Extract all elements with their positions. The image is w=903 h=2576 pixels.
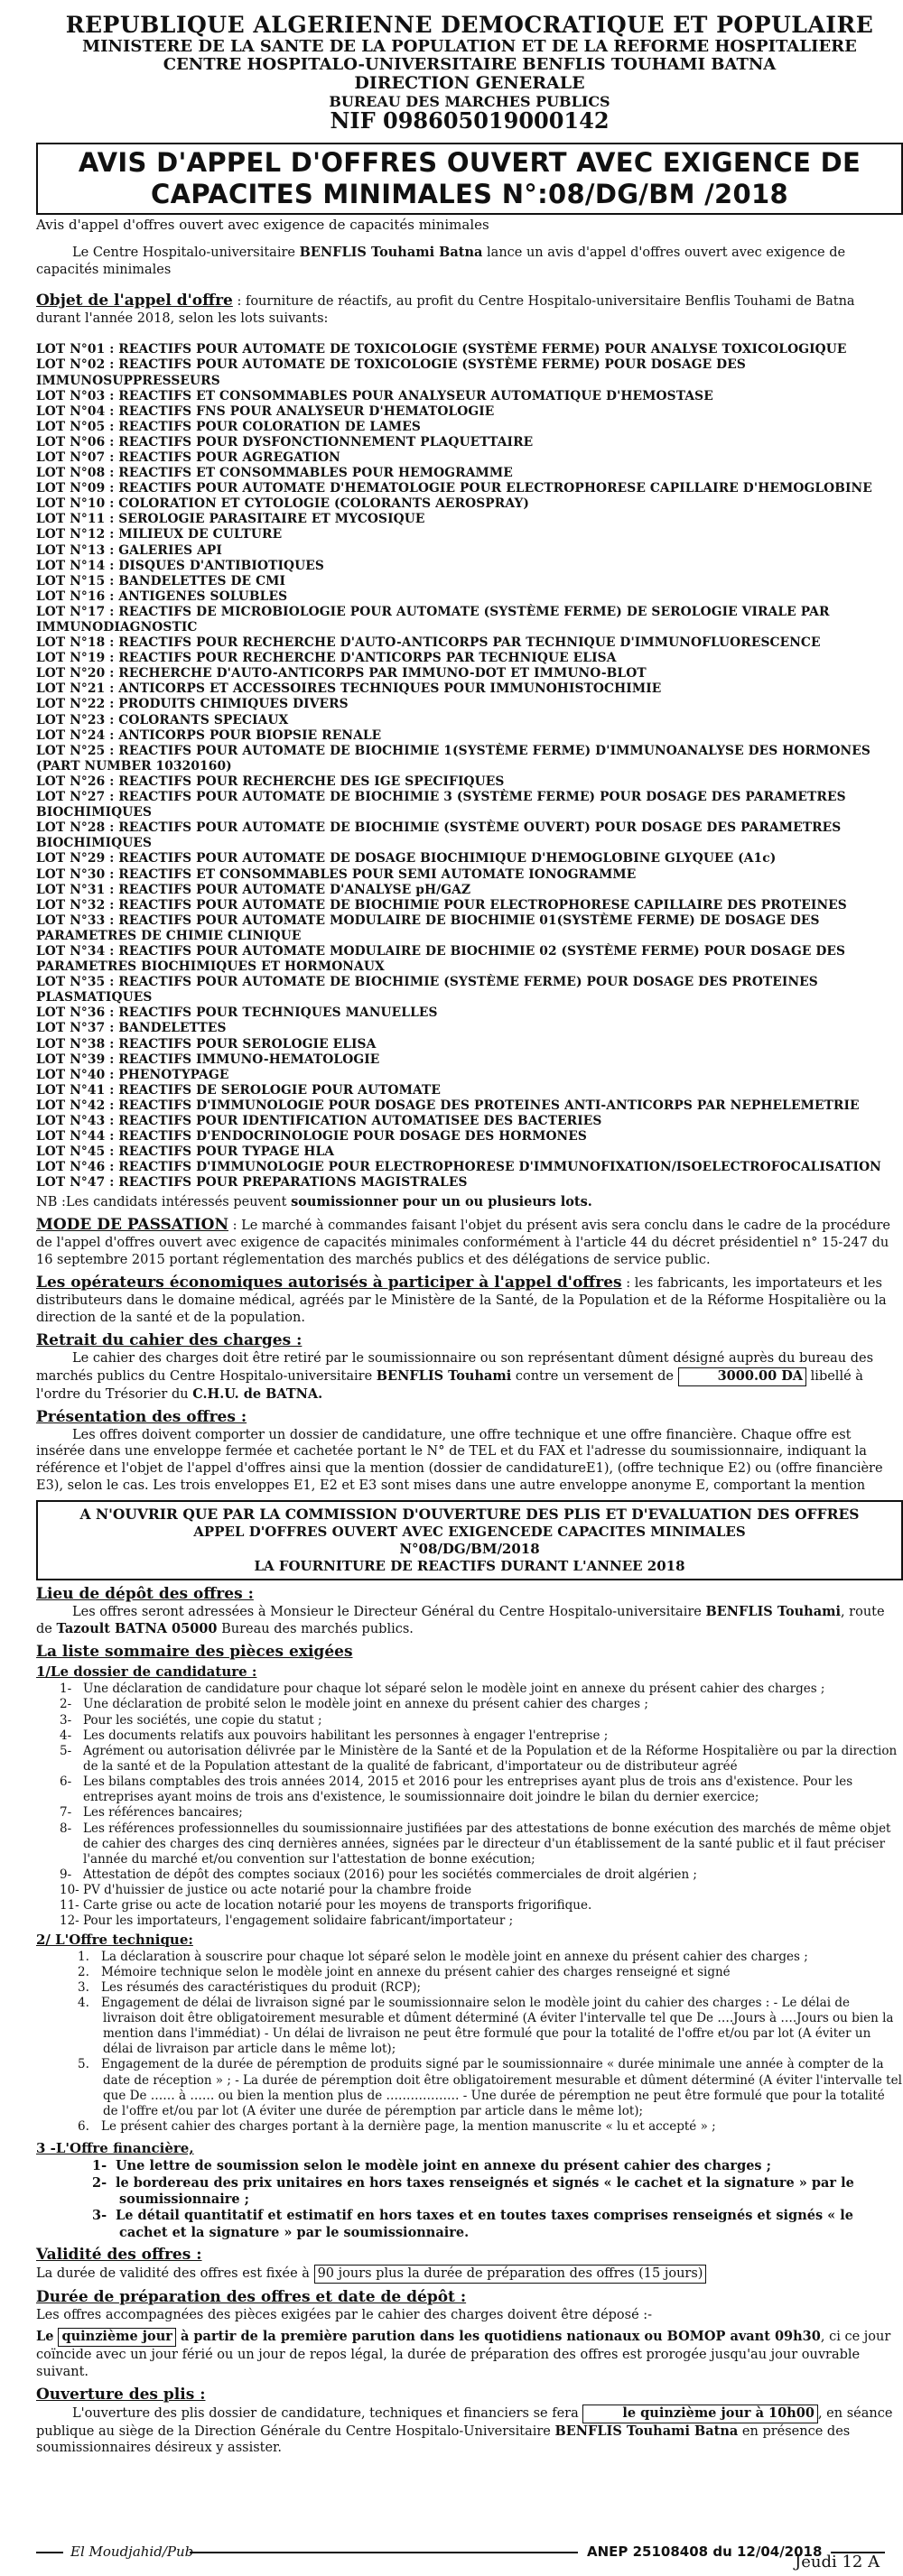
duree-le: Le xyxy=(36,2329,59,2345)
lot-item: LOT N°13 : GALERIES API xyxy=(36,542,222,558)
ouverture-hospital: BENFLIS Touhami Batna xyxy=(554,2423,739,2439)
lot-item: LOT N°28 : REACTIFS POUR AUTOMATE DE BIOCHIMIE (SYSTÈME OUVERT) POUR DOSAGE DES PARAMETRES BIOCHIMIQUES xyxy=(36,820,842,851)
ouverture-label: Ouverture des plis : xyxy=(36,2385,206,2404)
dossier-item-number: 8- xyxy=(60,1821,72,1836)
notice-title-line2: CAPACITES MINIMALES N°:08/DG/BM /2018 xyxy=(151,179,788,210)
dossier-item xyxy=(36,1697,903,1712)
lot-item: LOT N°11 : SEROLOGIE PARASITAIRE ET MYCOSIQUE xyxy=(36,512,425,527)
dossier-item-text: Une déclaration de probité selon le modèle joint en annexe du présent cahier des charges ; xyxy=(83,1697,648,1712)
lot-item: LOT N°18 : REACTIFS POUR RECHERCHE D'AUTO-ANTICORPS PAR TECHNIQUE D'IMMUNOFLUORESCENCE xyxy=(36,635,821,651)
dossier-item xyxy=(36,1728,903,1744)
dossier-item-text: PV d'huissier de justice ou acte notarié pour la chambre froide xyxy=(83,1883,472,1898)
duree-label: Durée de préparation des offres et date de dépôt : xyxy=(36,2288,467,2307)
lot-item: LOT N°42 : REACTIFS D'IMMUNOLOGIE POUR DOSAGE DES PROTEINES ANTI-ANTICORPS PAR NEPHELEMETRIE xyxy=(36,1098,860,1113)
footer-source: El Moudjahid/Pub xyxy=(70,2544,194,2560)
lieu-text: Les offres seront adressées à Monsieur le Directeur Général du Centre Hospitalo-universitaire xyxy=(72,1605,706,1620)
lieu-paragraph xyxy=(36,1604,903,1638)
lot-item: LOT N°22 : PRODUITS CHIMIQUES DIVERS xyxy=(36,697,349,712)
direction-heading: DIRECTION GENERALE xyxy=(354,73,585,94)
envelope-line1: A N'OUVRIR QUE PAR LA COMMISSION D'OUVERTURE DES PLIS ET D'EVALUATION DES OFFRES xyxy=(79,1505,860,1523)
fin-item xyxy=(36,2158,903,2174)
fin-item-text: Le détail quantitatif et estimatif en hors taxes et en toutes taxes comprises renseignés et signés « le cachet et la signature » par le soumissionnaire. xyxy=(116,2208,854,2240)
ouverture-date: le quinzième jour à 10h00 xyxy=(582,2405,818,2423)
validite-text: La durée de validité des offres est fixée à xyxy=(36,2266,314,2282)
presentation-heading xyxy=(36,1407,903,1427)
lot-item: LOT N°30 : REACTIFS ET CONSOMMABLES POUR SEMI AUTOMATE IONOGRAMME xyxy=(36,866,637,882)
ouverture-text: L'ouverture des plis dossier de candidature, techniques et financiers se fera xyxy=(72,2405,583,2421)
lot-item: LOT N°32 : REACTIFS POUR AUTOMATE DE BIOCHIMIE POUR ELECTROPHORESE CAPILLAIRE DES PROTEINES xyxy=(36,897,847,913)
envelope-line2: APPEL D'OFFRES OUVERT AVEC EXIGENCEDE CAPACITES MINIMALES xyxy=(193,1523,746,1540)
dossier-item xyxy=(36,1883,903,1898)
lot-item: LOT N°44 : REACTIFS D'ENDOCRINOLOGIE POUR DOSAGE DES HORMONES xyxy=(36,1129,587,1144)
lot-item: LOT N°37 : BANDELETTES xyxy=(36,1021,227,1036)
dossier-item-text: Les références bancaires; xyxy=(83,1805,243,1821)
liste-heading xyxy=(36,1642,903,1662)
dossier-item-number: 1- xyxy=(60,1682,72,1697)
retrait-text: Le cahier des charges doit être retiré par le soumissionnaire ou son représentant dûment désigné auprès du bureau des marchés publics du Centre Hospitalo-universitaire xyxy=(36,1350,874,1384)
dossier-item-number: 6- xyxy=(60,1774,72,1790)
retrait-paragraph xyxy=(36,1350,903,1404)
retrait-text-2: contre un versement de xyxy=(511,1368,678,1384)
dossier-item-text: Les documents relatifs aux pouvoirs habilitant les personnes à engager l'entreprise ; xyxy=(83,1728,609,1743)
lot-item: LOT N°40 : PHENOTYPAGE xyxy=(36,1067,229,1082)
dossier-item xyxy=(36,1898,903,1913)
tech-list xyxy=(36,1950,903,2136)
lot-item: LOT N°10 : COLORATION ET CYTOLOGIE (COLORANTS AEROSPRAY) xyxy=(36,496,530,512)
lot-item: LOT N°36 : REACTIFS POUR TECHNIQUES MANUELLES xyxy=(36,1005,438,1021)
dossier-item-number: 7- xyxy=(60,1805,72,1821)
ouverture-text-3: en présence des soumissionnaires désireux y assister. xyxy=(36,2423,851,2456)
lot-item: LOT N°05 : REACTIFS POUR COLORATION DE LAMES xyxy=(36,419,421,434)
dossier-item-text: Les références professionnelles du soumissionnaire justifiées par des attestations de bonne exécution des marchés de même objet de cahier des charges des cinq dernières années, signées par le directeur d'un établissement de la santé public et il faut préciser l'année du marché et/ou convention sur l'attestation de bonne exécution; xyxy=(83,1821,891,1867)
tech-item-text: Le présent cahier des charges portant à la dernière page, la mention manuscrite « lu et accepté » ; xyxy=(101,2119,716,2135)
dossier-item-text: Les bilans comptables des trois années 2014, 2015 et 2016 pour les entreprises ayant plus de trois ans d'existence. Pour les entreprises ayant moins de trois ans d'existence, le soumissionnaire doit joindre le bilan du dernier exercice; xyxy=(83,1774,853,1805)
dossier-item-number: 9- xyxy=(60,1867,72,1882)
lieu-text-3: Bureau des marchés publics. xyxy=(217,1622,414,1637)
tech-item-number: 1. xyxy=(78,1949,89,1964)
footer-anep: ANEP 25108408 du 12/04/2018 xyxy=(587,2544,823,2560)
dossier-item-text: Pour les importateurs, l'engagement solidaire fabricant/importateur ; xyxy=(83,1913,514,1929)
lot-item: LOT N°38 : REACTIFS POUR SEROLOGIE ELISA xyxy=(36,1036,377,1052)
ouverture-heading xyxy=(36,2385,903,2405)
nb-text: NB :Les candidats intéressés peuvent xyxy=(36,1195,292,1210)
tech-item xyxy=(36,2119,903,2135)
validite-paragraph xyxy=(36,2265,903,2284)
lot-item: LOT N°46 : REACTIFS D'IMMUNOLOGIE POUR ELECTROPHORESE D'IMMUNOFIXATION/ISOELECTROFOCALISATION xyxy=(36,1160,881,1175)
lot-item: LOT N°29 : REACTIFS POUR AUTOMATE DE DOSAGE BIOCHIMIQUE D'HEMOGLOBINE GLYQUEE (A1c) xyxy=(36,851,777,866)
mode-text: : Le marché à commandes faisant l'objet du présent avis sera conclu dans le cadre de la procédure de l'appel d'offres ouvert avec exigence de capacités minimales conformément à l'article 44 du décret présidentiel n° 15-247 du 16 septembre 2015 portant réglementation des marchés publics et des délégations de service public. xyxy=(36,1219,890,1268)
envelope-line3: N°08/DG/BM/2018 xyxy=(399,1541,540,1557)
footer-rule-middle xyxy=(190,2552,578,2553)
duree-paragraph-2 xyxy=(36,2328,903,2381)
fin-item-number: 3- xyxy=(92,2208,107,2224)
lot-item: LOT N°09 : REACTIFS POUR AUTOMATE D'HEMATOLOGIE POUR ELECTROPHORESE CAPILLAIRE D'HEMOGLOBINE xyxy=(36,481,872,496)
duree-paragraph-1: Les offres accompagnées des pièces exigées par le cahier des charges doivent être déposé :- xyxy=(36,2308,653,2323)
dossier-item-text: Attestation de dépôt des comptes sociaux (2016) pour les sociétés commerciales de droit algérien ; xyxy=(83,1867,697,1882)
lot-item: LOT N°20 : RECHERCHE D'AUTO-ANTICORPS PAR IMMUNO-DOT ET IMMUNO-BLOT xyxy=(36,666,647,681)
intro-paragraph xyxy=(36,245,903,279)
operateurs-text: : les fabricants, les importateurs et les distributeurs dans le domaine médical, agréés par le Ministère de la Santé, de la Population et de la Réforme Hospitalière ou la direction de la santé et de la population. xyxy=(36,1276,887,1326)
retrait-heading xyxy=(36,1330,903,1350)
footer xyxy=(36,2544,903,2571)
fin-item-text: le bordereau des prix unitaires en hors taxes renseignés et signés « le cachet et la signature » par le soumissionnaire ; xyxy=(116,2174,854,2207)
fin-label: 3 -L'Offre financière, xyxy=(36,2140,194,2157)
dossier-item xyxy=(36,1805,903,1821)
validite-heading xyxy=(36,2245,903,2265)
hospital-heading: CENTRE HOSPITALO-UNIVERSITAIRE BENFLIS TOUHAMI BATNA xyxy=(163,55,777,75)
fin-item-number: 2- xyxy=(92,2174,107,2191)
lot-item: LOT N°03 : REACTIFS ET CONSOMMABLES POUR ANALYSEUR AUTOMATIQUE D'HEMOSTASE xyxy=(36,388,713,403)
ouverture-paragraph xyxy=(36,2405,903,2458)
lot-item: LOT N°33 : REACTIFS POUR AUTOMATE MODULAIRE DE BIOCHIMIE 01(SYSTÈME FERME) DE DOSAGE DES PARAMETRES DE CHIMIE CLINIQUE xyxy=(36,913,820,943)
mode-paragraph xyxy=(36,1215,903,1269)
dossier-item xyxy=(36,1913,903,1929)
lot-item: LOT N°25 : REACTIFS POUR AUTOMATE DE BIOCHIMIE 1(SYSTÈME FERME) D'IMMUNOANALYSE DES HORMONES (PART NUMBER 10320160) xyxy=(36,743,870,774)
tech-label: 2/ L'Offre technique: xyxy=(36,1931,193,1948)
fin-item xyxy=(36,2208,903,2241)
dossier-item-number: 3- xyxy=(60,1712,72,1728)
notice-title xyxy=(36,143,903,215)
fin-list xyxy=(36,2158,903,2241)
lot-item: LOT N°45 : REACTIFS POUR TYPAGE HLA xyxy=(36,1144,335,1160)
envelope-line4: LA FOURNITURE DE REACTIFS DURANT L'ANNEE 2018 xyxy=(254,1558,685,1575)
retrait-hospital: BENFLIS Touhami xyxy=(376,1367,512,1384)
tech-item xyxy=(36,1950,903,1965)
notice-title-line1: AVIS D'APPEL D'OFFRES OUVERT AVEC EXIGENCE DE xyxy=(78,147,861,179)
lot-item: LOT N°21 : ANTICORPS ET ACCESSOIRES TECHNIQUES POUR IMMUNOHISTOCHIMIE xyxy=(36,681,662,697)
lot-item: LOT N°31 : REACTIFS POUR AUTOMATE D'ANALYSE pH/GAZ xyxy=(36,882,471,897)
lot-item: LOT N°07 : REACTIFS POUR AGREGATION xyxy=(36,449,340,465)
lot-item: LOT N°19 : REACTIFS POUR RECHERCHE D'ANTICORPS PAR TECHNIQUE ELISA xyxy=(36,651,617,666)
lot-item: LOT N°16 : ANTIGENES SOLUBLES xyxy=(36,588,288,604)
lot-item: LOT N°27 : REACTIFS POUR AUTOMATE DE BIOCHIMIE 3 (SYSTÈME FERME) POUR DOSAGE DES PARAMETRES BIOCHIMIQUES xyxy=(36,790,846,820)
tech-item-number: 2. xyxy=(78,1964,89,1979)
envelope-mention-box xyxy=(36,1500,903,1580)
dossier-list xyxy=(36,1682,903,1929)
dossier-item xyxy=(36,1821,903,1867)
dossier-item-text: Une déclaration de candidature pour chaque lot séparé selon le modèle joint en annexe du présent cahier des charges ; xyxy=(83,1682,825,1697)
tech-item xyxy=(36,1965,903,1980)
fin-item-number: 1- xyxy=(92,2158,107,2174)
lot-item: LOT N°06 : REACTIFS POUR DYSFONCTIONNEMENT PLAQUETTAIRE xyxy=(36,434,534,449)
tech-item-text: La déclaration à souscrire pour chaque lot séparé selon le modèle joint en annexe du présent cahier des charges ; xyxy=(101,1949,808,1964)
objet-paragraph xyxy=(36,291,903,328)
footer-rule-left xyxy=(36,2552,63,2553)
tech-item-number: 6. xyxy=(78,2119,89,2135)
lots-list xyxy=(36,342,903,1191)
retrait-treasurer: C.H.U. de BATNA. xyxy=(192,1385,323,1402)
lot-item: LOT N°14 : DISQUES D'ANTIBIOTIQUES xyxy=(36,558,324,573)
bureau-heading: BUREAU DES MARCHES PUBLICS xyxy=(329,92,610,110)
lot-item: LOT N°23 : COLORANTS SPECIAUX xyxy=(36,712,289,727)
ouverture-text-2: , en séance publique au siège de la Direction Générale du Centre Hospitalo-Universitaire xyxy=(36,2405,893,2439)
lieu-address: Tazoult BATNA 05000 xyxy=(56,1621,218,1637)
dossier-item xyxy=(36,1682,903,1697)
tech-item-number: 5. xyxy=(78,2057,89,2072)
lot-item: LOT N°02 : REACTIFS POUR AUTOMATE DE TOXICOLOGIE (SYSTÈME FERME) POUR DOSAGE DES IMMUNOSUPPRESSEURS xyxy=(36,357,746,388)
lot-item: LOT N°17 : REACTIFS DE MICROBIOLOGIE POUR AUTOMATE (SYSTÈME FERME) DE SEROLOGIE VIRALE PAR IMMUNODIAGNOSTIC xyxy=(36,604,830,635)
presentation-label: Présentation des offres : xyxy=(36,1407,247,1426)
document-page xyxy=(36,13,903,2576)
lot-item: LOT N°47 : REACTIFS POUR PREPARATIONS MAGISTRALES xyxy=(36,1175,468,1191)
mode-label: MODE DE PASSATION xyxy=(36,1216,228,1235)
lot-item: LOT N°41 : REACTIFS DE SEROLOGIE POUR AUTOMATE xyxy=(36,1082,441,1098)
dossier-item-text: Carte grise ou acte de location notarié pour les moyens de transports frigorifique. xyxy=(83,1898,592,1913)
lot-item: LOT N°04 : REACTIFS FNS POUR ANALYSEUR D'HEMATOLOGIE xyxy=(36,403,495,419)
objet-label: Objet de l'appel d'offre xyxy=(36,292,233,310)
objet-text: : fourniture de réactifs, au profit du Centre Hospitalo-universitaire Benflis Touhami de Batna durant l'année 2018, selon les lots suivants: xyxy=(36,294,855,327)
republic-heading: REPUBLIQUE ALGERIENNE DEMOCRATIQUE ET POPULAIRE xyxy=(65,12,874,38)
tech-item-text: Engagement de délai de livraison signé par le soumissionnaire selon le modèle joint du cahier des charges : - Le délai de livraison doit être obligatoirement mesurable et dûment déterminé (A éviter l'intervalle tel que De ….Jours à ….Jours ou bien la mention dans l'immédiat) - Un délai de livraison ne peut être formulé que pour la totalité de l'offre et/ou par lot (A éviter un délai de livraison par article dans le même lot); xyxy=(101,1995,894,2057)
lieu-heading xyxy=(36,1584,903,1604)
notice-subtitle: Avis d'appel d'offres ouvert avec exigence de capacités minimales xyxy=(36,216,489,233)
dossier-item-text: Pour les sociétés, une copie du statut ; xyxy=(83,1712,322,1728)
lot-item: LOT N°26 : REACTIFS POUR RECHERCHE DES IGE SPECIFIQUES xyxy=(36,774,505,789)
lot-item: LOT N°12 : MILIEUX DE CULTURE xyxy=(36,527,283,542)
duree-text-bold: à partir de la première parution dans les quotidiens nationaux ou BOMOP avant 09h30 xyxy=(175,2329,821,2345)
dossier-label: 1/Le dossier de candidature : xyxy=(36,1663,257,1681)
intro-text: Le Centre Hospitalo-universitaire xyxy=(72,245,300,260)
tech-item-text: Engagement de la durée de péremption de produits signé par le soumissionnaire « durée minimale une année à compter de la date de réception » ; - La durée de péremption doit être obligatoirement mesurable et dûment déterminé (A éviter l'intervalle tel que De …… à …… ou bien la mention plus de ……………… - Une durée de péremption ne peut être formulé que pour la totalité de l'offre et/ou par lot (A éviter une durée de péremption par article dans le même lot); xyxy=(101,2057,902,2118)
lot-item: LOT N°24 : ANTICORPS POUR BIOPSIE RENALE xyxy=(36,727,382,743)
lot-item: LOT N°34 : REACTIFS POUR AUTOMATE MODULAIRE DE BIOCHIMIE 02 (SYSTÈME FERME) POUR DOSAGE DES PARAMETRES BIOCHIMIQUES ET HORMONAUX xyxy=(36,943,846,975)
intro-text-end: lance un avis d'appel d'offres ouvert avec exigence de capacités minimales xyxy=(36,245,846,277)
validite-duration: 90 jours plus la durée de préparation des offres (15 jours) xyxy=(314,2265,707,2284)
dossier-item xyxy=(36,1713,903,1728)
fin-item-text: Une lettre de soumission selon le modèle joint en annexe du présent cahier des charges ; xyxy=(116,2158,771,2174)
fin-item xyxy=(36,2175,903,2209)
dossier-item-number: 2- xyxy=(60,1697,72,1712)
dossier-item-number: 4- xyxy=(60,1728,72,1743)
liste-label: La liste sommaire des pièces exigées xyxy=(36,1643,353,1662)
lot-item: LOT N°43 : REACTIFS POUR IDENTIFICATION AUTOMATISEE DES BACTERIES xyxy=(36,1114,602,1129)
nb-text-bold: soumissionner pour un ou plusieurs lots. xyxy=(291,1194,592,1210)
tech-item-text: Les résumés des caractéristiques du produit (RCP); xyxy=(101,1979,422,1995)
tech-item xyxy=(36,1996,903,2058)
operateurs-paragraph xyxy=(36,1273,903,1327)
tech-item xyxy=(36,2057,903,2119)
lot-item: LOT N°08 : REACTIFS ET CONSOMMABLES POUR HEMOGRAMME xyxy=(36,466,513,481)
validite-label: Validité des offres : xyxy=(36,2246,202,2265)
nif-number: NIF 098605019000142 xyxy=(330,107,610,134)
lot-item: LOT N°39 : REACTIFS IMMUNO-HEMATOLOGIE xyxy=(36,1052,380,1067)
duree-heading xyxy=(36,2287,903,2307)
dossier-item-number: 11- xyxy=(60,1898,79,1913)
duree-text: , ci ce jour coïncide avec un jour férié ou un jour de repos légal, la durée de préparation des offres est prorogée jusqu'au jour ouvrable suivant. xyxy=(36,2330,891,2379)
tech-item-number: 4. xyxy=(78,1995,89,2010)
retrait-amount: 3000.00 DA xyxy=(678,1367,806,1386)
dossier-item-number: 5- xyxy=(60,1743,72,1758)
ministry-heading: MINISTERE DE LA SANTE DE LA POPULATION ET DE LA REFORME HOSPITALIERE xyxy=(82,37,857,56)
intro-hospital: BENFLIS Touhami Batna xyxy=(299,244,483,260)
lieu-text-2: , route de xyxy=(36,1605,885,1637)
lieu-hospital: BENFLIS Touhami xyxy=(705,1604,841,1620)
dossier-item-number: 10- xyxy=(60,1883,79,1898)
tech-item-number: 3. xyxy=(78,1979,89,1995)
tech-item-text: Mémoire technique selon le modèle joint en annexe du présent cahier des charges renseigné et signé xyxy=(101,1964,731,1979)
page-edge-date: Jeudi 12 A xyxy=(795,2553,880,2571)
dossier-item xyxy=(36,1774,903,1805)
tech-item xyxy=(36,1980,903,1996)
dossier-item xyxy=(36,1867,903,1883)
lot-item: LOT N°35 : REACTIFS POUR AUTOMATE DE BIOCHIMIE (SYSTÈME FERME) POUR DOSAGE DES PROTEINES PLASMATIQUES xyxy=(36,975,818,1005)
lieu-label: Lieu de dépôt des offres : xyxy=(36,1585,254,1604)
dossier-item-number: 12- xyxy=(60,1913,79,1929)
duree-deadline: quinzième jour xyxy=(58,2328,175,2347)
dossier-item-text: Agrément ou autorisation délivrée par le Ministère de la Santé et de la Population et de la Réforme Hospitalière ou par la direction de la santé et de la Population attestant de la qualité de fabricant, d'importateur ou de distributeur agréé xyxy=(83,1743,898,1774)
nb-paragraph xyxy=(36,1194,903,1211)
lot-item: LOT N°15 : BANDELETTES DE CMI xyxy=(36,573,286,588)
retrait-label: Retrait du cahier des charges : xyxy=(36,1330,303,1349)
presentation-paragraph: Les offres doivent comporter un dossier de candidature, une offre technique et une offre financière. Chaque offre est insérée dans une enveloppe fermée et cachetée portant le N° de TEL et du FAX et l'adresse du soumissionnaire, indiquant la référence et l'objet de l'appel d'offres ainsi que la mention (dossier de candidatureE1), (offre technique E2) ou (offre financière E3), selon le cas. Les trois enveloppes E1, E2 et E3 sont mises dans une autre enveloppe anonyme E, comportant la mention xyxy=(36,1427,883,1494)
dossier-item xyxy=(36,1744,903,1774)
lot-item: LOT N°01 : REACTIFS POUR AUTOMATE DE TOXICOLOGIE (SYSTÈME FERME) POUR ANALYSE TOXICOLOGIQUE xyxy=(36,342,847,357)
retrait-text-3: libellé à l'ordre du Trésorier du xyxy=(36,1368,863,1402)
operateurs-label: Les opérateurs économiques autorisés à participer à l'appel d'offres xyxy=(36,1274,622,1293)
